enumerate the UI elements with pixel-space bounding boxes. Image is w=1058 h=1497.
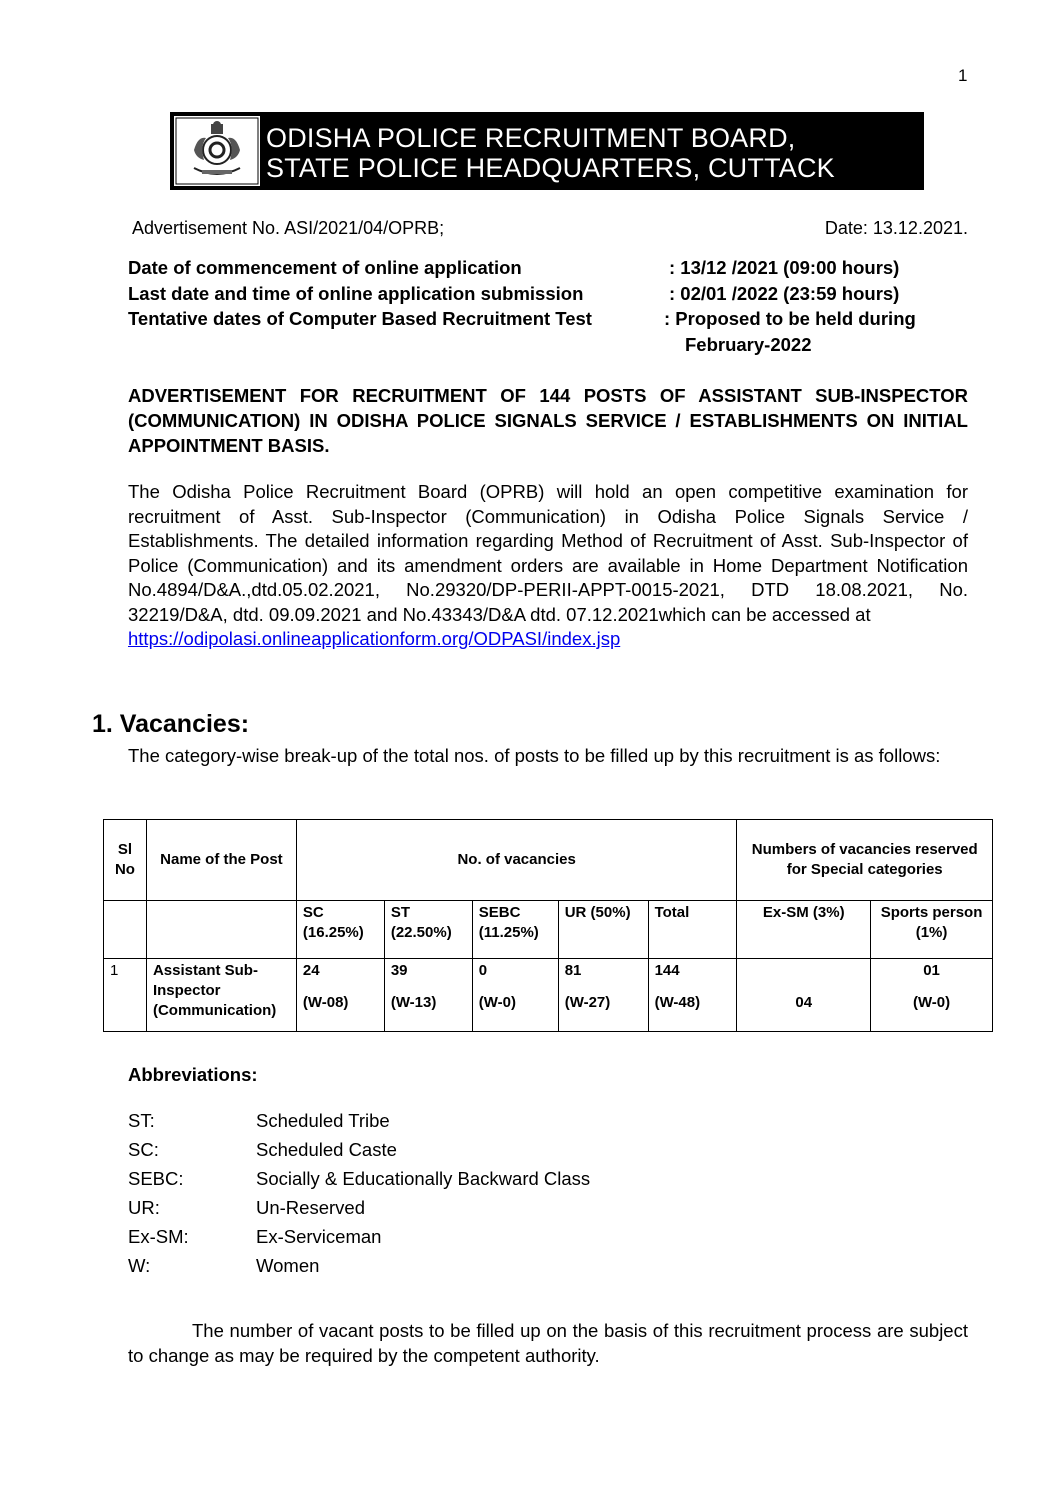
board-title	[266, 123, 916, 183]
abbreviation-item	[128, 1139, 828, 1168]
board-title-line2: STATE POLICE HEADQUARTERS, CUTTACK	[266, 153, 835, 183]
cell-sports-women: (W-0)	[912, 994, 951, 1011]
date-row	[128, 334, 978, 360]
abbreviation-key: Ex-SM:	[128, 1226, 189, 1247]
cell-ur-women: (W-27)	[564, 994, 611, 1011]
advertisement-date: Date: 13.12.2021.	[824, 218, 968, 238]
subheader-empty	[104, 901, 147, 959]
abbreviation-item	[128, 1226, 828, 1255]
header-banner	[170, 112, 924, 190]
date-row	[128, 257, 978, 283]
cell-total-value: 144	[654, 962, 680, 979]
abbreviation-value: Un-Reserved	[256, 1197, 365, 1218]
cell-st-women: (W-13)	[390, 994, 437, 1011]
date-label: Last date and time of online application submission	[128, 282, 584, 304]
cell-sports-value: 01	[923, 962, 940, 979]
header-special-categories: Numbers of vacancies reserved for Special categories	[737, 820, 993, 901]
intro-text: The Odisha Police Recruitment Board (OPRB) will hold an open competitive examination for recruitment of Asst. Sub-Inspector (Communication) in Odisha Police Signals Service / Establishments. The detailed information regarding Method of Recruitment of Asst. Sub-Inspector of Police (Communication) and its amendment orders are available in Home Department Notification No.4894/D&A.,dtd.05.02.2021, No.29320/DP-PERII-APPT-0015-2021, DTD 18.08.2021, No. 32219/D&A, dtd. 09.09.2021 and No.43343/D&A dtd. 07.12.2021which can be accessed at	[128, 481, 968, 625]
subheader-empty	[146, 901, 296, 959]
abbreviation-key: ST:	[128, 1110, 155, 1131]
advertisement-number: Advertisement No. ASI/2021/04/OPRB;	[132, 218, 445, 238]
cell-sebc-value: 0	[478, 962, 488, 979]
table-row	[104, 959, 993, 1032]
cell-st-value: 39	[390, 962, 408, 979]
abbreviation-value: Women	[256, 1255, 320, 1276]
date-row	[128, 308, 978, 334]
cell-sl: 1	[104, 959, 147, 1032]
date-label: Tentative dates of Computer Based Recruitment Test	[128, 308, 592, 329]
police-emblem-logo	[174, 116, 260, 186]
section-title: 1. Vacancies:	[92, 710, 250, 738]
cell-sports	[871, 959, 993, 1032]
abbreviation-key: W:	[128, 1255, 151, 1276]
cell-ur-value: 81	[564, 962, 582, 979]
cell-total	[648, 959, 737, 1032]
cell-sebc-women: (W-0)	[478, 994, 516, 1011]
header-post-name: Name of the Post	[146, 820, 296, 901]
board-title-line1: ODISHA POLICE RECRUITMENT BOARD,	[266, 123, 796, 153]
application-link[interactable]: https://odipolasi.onlineapplicationform.org/ODPASI/index.jsp	[128, 628, 621, 649]
cell-ur	[558, 959, 648, 1032]
header-sl-no: Sl No	[104, 820, 147, 901]
subheader-st: ST (22.50%)	[384, 901, 472, 959]
vacancy-table	[103, 819, 993, 1032]
cell-sc-women: (W-08)	[302, 994, 349, 1011]
important-dates	[128, 257, 978, 359]
subheader-total: Total	[648, 901, 737, 959]
abbreviation-item	[128, 1110, 828, 1139]
abbreviation-item	[128, 1197, 828, 1226]
subheader-sc: SC (16.25%)	[296, 901, 384, 959]
intro-paragraph	[128, 480, 968, 652]
date-value: : Proposed to be held during	[664, 308, 916, 329]
cell-total-women: (W-48)	[654, 994, 701, 1011]
advertisement-info	[132, 218, 968, 239]
advertisement-heading: ADVERTISEMENT FOR RECRUITMENT OF 144 POSTS OF ASSISTANT SUB-INSPECTOR (COMMUNICATION) IN ODISHA POLICE SIGNALS SERVICE / ESTABLISHMENTS ON INITIAL APPOINTMENT BASIS.	[128, 385, 968, 456]
abbreviation-key: UR:	[128, 1197, 160, 1218]
cell-sebc	[472, 959, 558, 1032]
date-value: : 13/12 /2021 (09:00 hours)	[669, 257, 900, 278]
cell-exsm	[737, 959, 871, 1032]
subheader-sebc: SEBC (11.25%)	[472, 901, 558, 959]
date-label: Date of commencement of online application	[128, 257, 522, 278]
table-header-row	[104, 820, 993, 901]
abbreviation-value: Ex-Serviceman	[256, 1226, 382, 1247]
subheader-sports: Sports person (1%)	[871, 901, 993, 959]
abbreviations-title: Abbreviations:	[128, 1064, 258, 1085]
abbreviation-item	[128, 1255, 828, 1284]
date-row	[128, 283, 978, 309]
abbreviations-list	[128, 1110, 828, 1284]
cell-sc-value: 24	[302, 962, 320, 979]
abbreviation-value: Scheduled Tribe	[256, 1110, 390, 1131]
date-value: : 02/01 /2022 (23:59 hours)	[669, 282, 900, 304]
subheader-ur: UR (50%)	[558, 901, 648, 959]
page-number: 1	[958, 66, 968, 85]
abbreviation-item	[128, 1168, 828, 1197]
closing-paragraph: The number of vacant posts to be filled up on the basis of this recruitment process are subject to change as may be required by the competent authority.	[128, 1320, 968, 1366]
cell-post: Assistant Sub-Inspector (Communication)	[146, 959, 296, 1032]
abbreviation-value: Scheduled Caste	[256, 1139, 397, 1160]
date-value: February-2022	[685, 333, 812, 355]
header-vacancies: No. of vacancies	[296, 820, 737, 901]
subheader-exsm: Ex-SM (3%)	[737, 901, 871, 959]
abbreviation-key: SEBC:	[128, 1168, 184, 1189]
table-subheader-row	[104, 901, 993, 959]
section-description: The category-wise break-up of the total nos. of posts to be filled up by this recruitment is as follows:	[128, 745, 941, 766]
cell-st	[384, 959, 472, 1032]
abbreviation-value: Socially & Educationally Backward Class	[256, 1168, 591, 1189]
abbreviation-key: SC:	[128, 1139, 159, 1160]
cell-sc	[296, 959, 384, 1032]
cell-exsm-value: 04	[795, 994, 813, 1011]
